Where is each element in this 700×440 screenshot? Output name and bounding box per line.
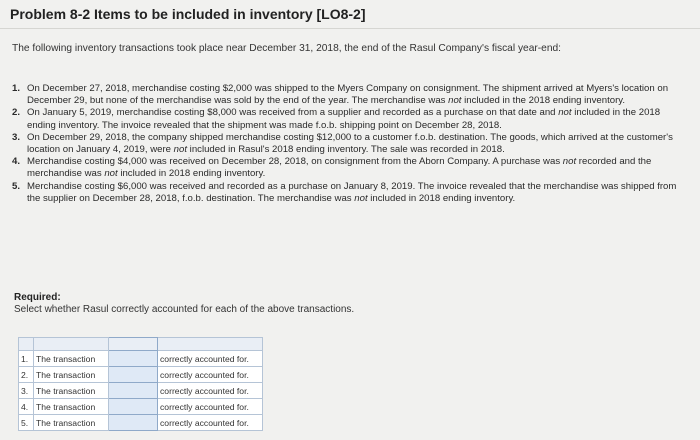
row-label: The transaction xyxy=(34,383,109,399)
row-number: 3. xyxy=(19,383,34,399)
accounting-dropdown-3[interactable] xyxy=(109,383,158,399)
title-bar xyxy=(0,0,700,29)
answer-table xyxy=(18,337,263,431)
transaction-item-3: 3. On December 29, 2018, the company shipped merchandise costing $12,000 to a customer f.o.b. destination. The goods, which arrived at the customer's location on January 4, 2019, were not included in Rasul's 2018 ending inventory. The sale was recorded in 2018. xyxy=(12,131,673,156)
row-label: The transaction xyxy=(34,399,109,415)
row-number: 2. xyxy=(19,367,34,383)
transaction-item-5: 5. Merchandise costing $6,000 was received and recorded as a purchase on January 8, 2019. The invoice revealed that the merchandise was shipped from the supplier on December 28, 2018, f.o.b. destination. The merchandise was not included in 2018 ending inventory. xyxy=(12,180,677,204)
required-instruction: Select whether Rasul correctly accounted for each of the above transactions. xyxy=(14,304,355,315)
accounting-dropdown-2[interactable] xyxy=(109,367,158,383)
transaction-item-1: 1. On December 27, 2018, merchandise costing $2,000 was shipped to the Myers Company on consignment. The shipment arrived at Myers's location on December 29, but none of the merchandise was sold by the end of the year. The merchandise was not included in the 2018 ending inventory. xyxy=(12,83,669,107)
table-row xyxy=(19,367,263,383)
transaction-item-2: 2. On January 5, 2019, merchandise costing $8,000 was received from a supplier and recorded as a purchase on that date and not included in the 2018 ending inventory. The invoice revealed that the shipment was made f.o.b. shipping point on December 28, 2018. xyxy=(12,107,661,131)
row-number: 1. xyxy=(19,351,34,367)
item-number: 4. xyxy=(12,156,21,168)
row-label: The transaction xyxy=(34,415,109,431)
row-number: 5. xyxy=(19,415,34,431)
row-result: correctly accounted for. xyxy=(158,399,263,415)
row-result: correctly accounted for. xyxy=(158,351,263,367)
required-heading: Required: xyxy=(14,292,61,303)
item-number: 1. xyxy=(12,83,21,94)
accounting-dropdown-5[interactable] xyxy=(109,415,158,431)
dropdown-header xyxy=(109,338,158,351)
item-number: 2. xyxy=(12,107,21,119)
accounting-dropdown-1[interactable] xyxy=(109,351,158,367)
page-title: Problem 8-2 Items to be included in inventory [LO8-2] xyxy=(10,6,366,22)
row-result: correctly accounted for. xyxy=(158,367,263,383)
accounting-dropdown-4[interactable] xyxy=(109,399,158,415)
transaction-item-4: 4. Merchandise costing $4,000 was received on December 28, 2018, on consignment from the Aborn Company. A purchase was not recorded and the merchandise was not included in 2018 ending inventory. xyxy=(12,156,652,180)
row-label: The transaction xyxy=(34,351,109,367)
row-label: The transaction xyxy=(34,367,109,383)
table-row xyxy=(19,383,263,399)
row-result: correctly accounted for. xyxy=(158,383,263,399)
row-number: 4. xyxy=(19,399,34,415)
intro-text: The following inventory transactions took place near December 31, 2018, the end of the Rasul Company's fiscal year-end: xyxy=(12,43,561,54)
table-row xyxy=(19,399,263,415)
transaction-list xyxy=(12,83,684,205)
table-row xyxy=(19,351,263,367)
item-number: 5. xyxy=(12,180,21,192)
item-number: 3. xyxy=(12,131,21,143)
table-row xyxy=(19,415,263,431)
row-result: correctly accounted for. xyxy=(158,415,263,431)
table-header-row xyxy=(19,338,263,351)
